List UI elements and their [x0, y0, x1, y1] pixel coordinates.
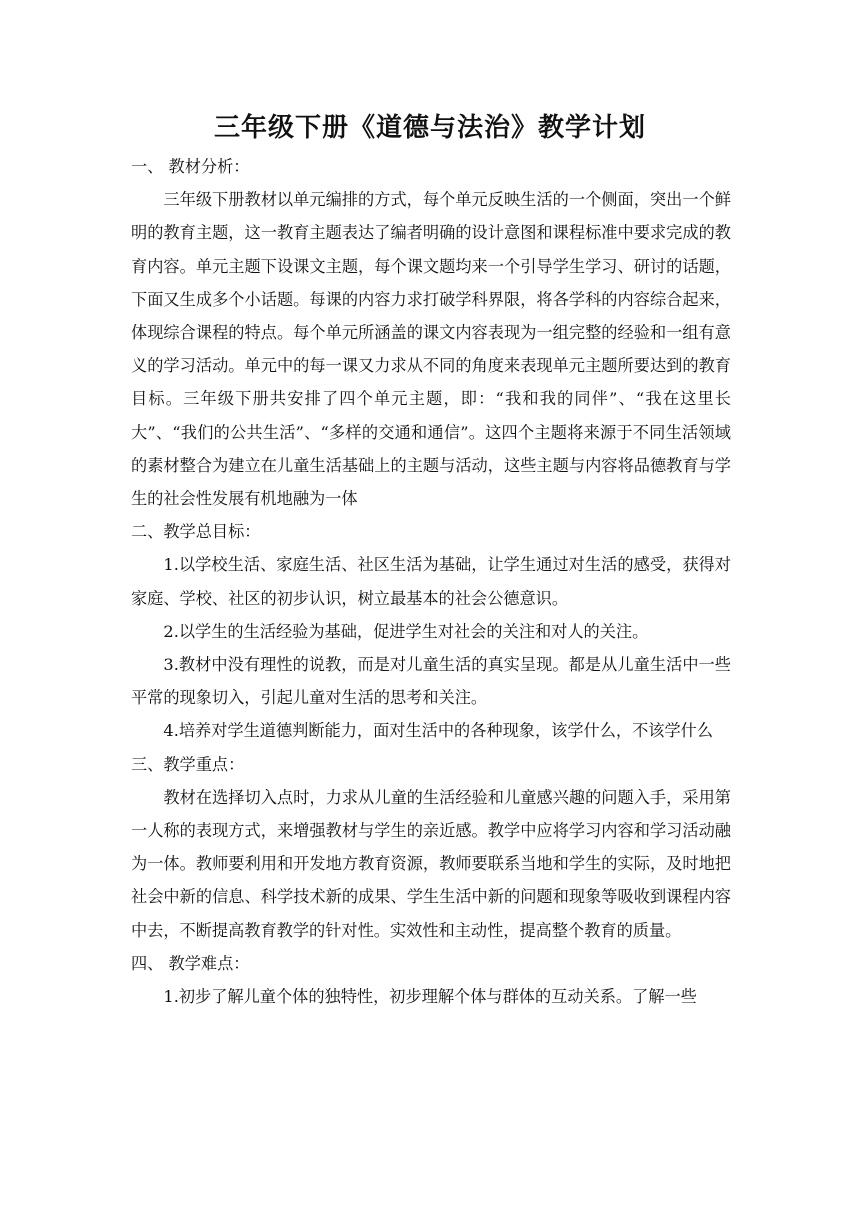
- goal-item-2: 2.以学生的生活经验为基础，促进学生对社会的关注和对人的关注。: [163, 621, 649, 641]
- difficulty-item-1: 1.初步了解儿童个体的独特性，初步理解个体与群体的互动关系。了解一些: [163, 987, 697, 1007]
- goal-item-4: 4.培养对学生道德判断能力，面对生活中的各种现象，该学什么，不该学什么: [163, 721, 714, 741]
- section-heading-textbook-analysis: 一、 教材分析：: [131, 157, 250, 176]
- goal-item-3: 3.教材中没有理性的说教，而是对儿童生活的真实呈现。都是从儿童生活中一些平常的现象切入，引起儿童对生活的思考和关注。: [131, 655, 731, 708]
- paragraph-textbook-analysis: 三年级下册教材以单元编排的方式，每个单元反映生活的一个侧面，突出一个鲜明的教育主题，这一教育主题表达了编者明确的设计意图和课程标准中要求完成的教育内容。单元主题下设课文主题，每个课文题均来一个引导学生学习、研讨的话题，下面又生成多个小话题。每课的内容力求打破学科界限，将各学科的内容综合起来，体现综合课程的特点。每个单元所涵盖的课文内容表现为一组完整的经验和一组有意义的学习活动。单元中的每一课又力求从不同的角度来表现单元主题所要达到的教育目标。三年级下册共安排了四个单元主题，即：“我和我的同伴”、“我在这里长大”、“我们的公共生活”、“多样的交通和通信”。这四个主题将来源于不同生活领域的素材整合为建立在儿童生活基础上的主题与活动，这些主题与内容将品德教育与学生的社会性发展有机地融为一体: [131, 190, 731, 509]
- section-heading-key-points: 三、教学重点：: [131, 754, 245, 774]
- section-heading-difficulties: 四、 教学难点：: [131, 953, 250, 973]
- paragraph-key-points: 教材在选择切入点时，力求从儿童的生活经验和儿童感兴趣的问题入手，采用第一人称的表现方式，来增强教材与学生的亲近感。教学中应将学习内容和学习活动融为一体。教师要利用和开发地方教育资源，教师要联系当地和学生的实际，及时地把社会中新的信息、科学技术新的成果、学生生活中新的问题和现象等吸收到课程内容中去，不断提高教育教学的针对性。实效性和主动性，提高整个教育的质量。: [131, 787, 731, 940]
- document-body: [131, 150, 731, 1013]
- goal-item-1: 1.以学校生活、家庭生活、社区生活为基础，让学生通过对生活的感受，获得对家庭、学校、社区的初步认识，树立最基本的社会公德意识。: [131, 555, 731, 608]
- document-title: 三年级下册《道德与法治》教学计划: [213, 113, 646, 143]
- section-heading-teaching-goals: 二、教学总目标：: [131, 522, 261, 542]
